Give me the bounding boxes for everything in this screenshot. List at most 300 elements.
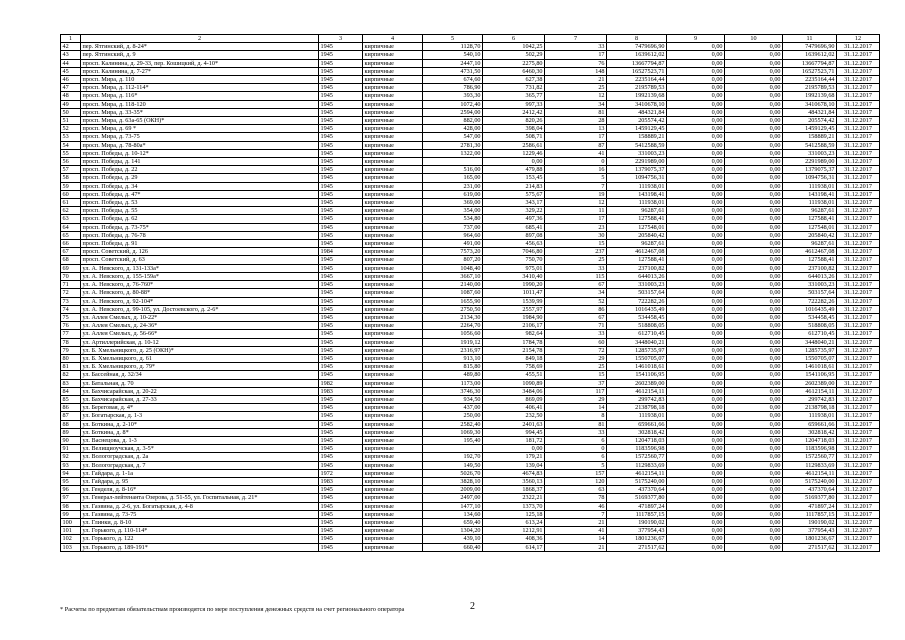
table-cell: 89: [61, 428, 81, 436]
table-cell: 60: [61, 190, 81, 198]
table-cell: 0,00: [667, 207, 725, 215]
table-cell: просп. Победы, д. 141: [81, 158, 319, 166]
table-cell: 100: [61, 518, 81, 526]
table-cell: 34: [545, 100, 607, 108]
table-cell: ул. А. Невского, д. 80-88*: [81, 289, 319, 297]
column-number-cell: 4: [363, 35, 423, 43]
table-cell: 81: [545, 420, 607, 428]
table-cell: 0,00: [725, 395, 783, 403]
table-cell: 12: [545, 199, 607, 207]
column-number-cell: 3: [319, 35, 363, 43]
table-cell: 127548,01: [607, 223, 667, 231]
table-cell: 302818,42: [783, 428, 837, 436]
table-cell: 0,00: [725, 436, 783, 444]
table-cell: 0,00: [725, 494, 783, 502]
table-cell: кирпичные: [363, 174, 423, 182]
table-cell: просп. Победы, д. 76-78: [81, 231, 319, 239]
table-cell: 165,00: [423, 174, 483, 182]
table-cell: 0,00: [667, 338, 725, 346]
table-cell: 1945: [319, 395, 363, 403]
table-row: [61, 494, 880, 502]
table-cell: 2195789,53: [607, 84, 667, 92]
table-cell: 181,72: [483, 436, 545, 444]
table-cell: кирпичные: [363, 363, 423, 371]
table-cell: 0,00: [725, 535, 783, 543]
table-row: [61, 313, 880, 321]
table-row: [61, 535, 880, 543]
table-cell: 1945: [319, 43, 363, 51]
table-row: [61, 59, 880, 67]
table-cell: 5: [545, 461, 607, 469]
table-cell: 64: [61, 223, 81, 231]
table-cell: 63: [545, 486, 607, 494]
table-cell: кирпичные: [363, 215, 423, 223]
table-cell: просп. Победы, д. 62: [81, 215, 319, 223]
table-cell: 1945: [319, 428, 363, 436]
table-cell: 29: [545, 395, 607, 403]
table-cell: кирпичные: [363, 43, 423, 51]
table-cell: 1945: [319, 404, 363, 412]
table-cell: 1945: [319, 174, 363, 182]
table-cell: 0,00: [725, 272, 783, 280]
table-cell: 1379075,37: [783, 166, 837, 174]
table-cell: 428,00: [423, 125, 483, 133]
table-cell: ул. А. Невского, д. 99-105, ул. Достоевского, д. 2-6*: [81, 305, 319, 313]
table-cell: 1459129,45: [783, 125, 837, 133]
table-cell: 6460,30: [483, 67, 545, 75]
table-cell: 13667794,87: [783, 59, 837, 67]
table-cell: 2154,78: [483, 346, 545, 354]
table-cell: 44: [61, 59, 81, 67]
table-cell: 0,00: [667, 289, 725, 297]
table-cell: 232,50: [483, 412, 545, 420]
table-cell: 491,00: [423, 240, 483, 248]
table-cell: 0,00: [667, 428, 725, 436]
table-cell: 758,69: [483, 363, 545, 371]
table-cell: кирпичные: [363, 469, 423, 477]
table-cell: 127588,41: [783, 256, 837, 264]
table-cell: 1945: [319, 371, 363, 379]
table-cell: 1945: [319, 240, 363, 248]
column-number-cell: 12: [837, 35, 880, 43]
table-cell: 497,36: [483, 215, 545, 223]
table-row: [61, 420, 880, 428]
table-cell: 1945: [319, 543, 363, 551]
table-cell: кирпичные: [363, 223, 423, 231]
table-cell: 0,00: [667, 535, 725, 543]
table-cell: 31.12.2017: [837, 486, 880, 494]
table-cell: 31.12.2017: [837, 289, 880, 297]
table-cell: ул. А. Невского, д. 131-133а*: [81, 264, 319, 272]
table-cell: ул. А. Невского, д. 76-760*: [81, 281, 319, 289]
table-cell: просп. Победы, д. 55: [81, 207, 319, 215]
table-cell: 882,00: [423, 117, 483, 125]
table-cell: 516,00: [423, 166, 483, 174]
table-cell: 0,00: [667, 412, 725, 420]
table-cell: 37: [545, 379, 607, 387]
table-cell: кирпичные: [363, 182, 423, 190]
table-cell: 31.12.2017: [837, 231, 880, 239]
table-cell: 2275,80: [483, 59, 545, 67]
table-cell: 31.12.2017: [837, 346, 880, 354]
table-cell: 0,00: [667, 248, 725, 256]
table-cell: ул. Боткина, д. 8*: [81, 428, 319, 436]
table-cell: 644013,26: [607, 272, 667, 280]
table-cell: 33: [545, 428, 607, 436]
table-cell: 72: [61, 289, 81, 297]
table-row: [61, 469, 880, 477]
table-row: [61, 527, 880, 535]
table-cell: 158889,21: [607, 133, 667, 141]
table-cell: 0,00: [725, 387, 783, 395]
table-cell: 95: [61, 477, 81, 485]
table-cell: 0,00: [725, 125, 783, 133]
table-cell: 614,17: [483, 543, 545, 551]
table-cell: 627,38: [483, 76, 545, 84]
table-cell: 127548,01: [783, 223, 837, 231]
table-cell: ул. Горького, д. 110-114*: [81, 527, 319, 535]
table-cell: 1048,40: [423, 264, 483, 272]
table-cell: ул. А. Невского, д. 155-159а*: [81, 272, 319, 280]
table-cell: 3410,40: [483, 272, 545, 280]
table-cell: 508,71: [483, 133, 545, 141]
table-cell: 98: [61, 502, 81, 510]
table-cell: 1945: [319, 420, 363, 428]
table-cell: ул. Горького, д. 122: [81, 535, 319, 543]
table-cell: 398,04: [483, 125, 545, 133]
table-cell: ул. Генделя, д. 8-16*: [81, 486, 319, 494]
table-cell: 820,26: [483, 117, 545, 125]
table-cell: кирпичные: [363, 231, 423, 239]
table-cell: кирпичные: [363, 76, 423, 84]
table-cell: 134,60: [423, 510, 483, 518]
table-cell: 897,08: [483, 231, 545, 239]
table-cell: 63: [61, 215, 81, 223]
table-cell: 1541106,95: [607, 371, 667, 379]
table-row: [61, 305, 880, 313]
table-cell: 439,10: [423, 535, 483, 543]
table-cell: 34: [545, 289, 607, 297]
table-cell: 31.12.2017: [837, 527, 880, 535]
table-cell: просп. Советский, д. 63: [81, 256, 319, 264]
table-cell: кирпичные: [363, 453, 423, 461]
table-cell: ул. Батальная, д. 70: [81, 379, 319, 387]
table-cell: 0,00: [725, 371, 783, 379]
column-number-row: [61, 35, 880, 43]
table-cell: 0,00: [667, 76, 725, 84]
table-row: [61, 289, 880, 297]
table-cell: 31.12.2017: [837, 297, 880, 305]
table-cell: 31.12.2017: [837, 76, 880, 84]
table-cell: 88: [61, 420, 81, 428]
table-cell: 6: [545, 453, 607, 461]
table-cell: 0,00: [667, 43, 725, 51]
table-cell: 0,00: [725, 420, 783, 428]
table-cell: просп. Победы, д. 10-12*: [81, 149, 319, 157]
table-cell: 1945: [319, 215, 363, 223]
table-row: [61, 486, 880, 494]
table-cell: 1919,12: [423, 338, 483, 346]
table-cell: 1945: [319, 346, 363, 354]
table-cell: 31.12.2017: [837, 420, 880, 428]
column-number-cell: 2: [81, 35, 319, 43]
table-cell: 0,00: [667, 264, 725, 272]
table-cell: 0,00: [725, 51, 783, 59]
table-cell: 0,00: [667, 100, 725, 108]
table-cell: 42: [61, 43, 81, 51]
table-cell: 1183596,98: [783, 445, 837, 453]
table-cell: 737,00: [423, 223, 483, 231]
table-cell: 540,10: [423, 51, 483, 59]
table-cell: кирпичные: [363, 149, 423, 157]
table-cell: 1322,00: [423, 149, 483, 157]
table-cell: 612710,45: [783, 330, 837, 338]
table-cell: 0,00: [725, 190, 783, 198]
table-row: [61, 363, 880, 371]
footnote: * Расчеты по предметам обязательствам производятся по мере поступления денежных средств на счет регионального оператора: [60, 606, 405, 613]
table-cell: 16527523,71: [607, 67, 667, 75]
table-cell: 1945: [319, 59, 363, 67]
table-cell: 0,00: [667, 461, 725, 469]
table-row: [61, 248, 880, 256]
table-cell: 3448040,21: [783, 338, 837, 346]
table-cell: 1056,60: [423, 330, 483, 338]
table-cell: 143198,41: [783, 190, 837, 198]
table-cell: 750,70: [483, 256, 545, 264]
table-cell: ул. Б. Хмельницкого, д. 79*: [81, 363, 319, 371]
table-row: [61, 264, 880, 272]
table-cell: просп. Мира, д. 73-75: [81, 133, 319, 141]
table-cell: 81: [545, 108, 607, 116]
table-cell: 149,50: [423, 461, 483, 469]
table-cell: 659661,66: [783, 420, 837, 428]
table-cell: 1990,20: [483, 281, 545, 289]
table-cell: 90: [61, 436, 81, 444]
table-cell: кирпичные: [363, 395, 423, 403]
table-cell: 127588,41: [607, 256, 667, 264]
table-cell: 7: [545, 182, 607, 190]
table-cell: 502,29: [483, 51, 545, 59]
table-cell: 0,00: [667, 281, 725, 289]
table-cell: 31.12.2017: [837, 371, 880, 379]
column-number-cell: 9: [667, 35, 725, 43]
table-cell: 722282,26: [607, 297, 667, 305]
table-cell: 5: [545, 174, 607, 182]
table-cell: 0,00: [725, 330, 783, 338]
table-cell: 1945: [319, 264, 363, 272]
table-cell: кирпичные: [363, 59, 423, 67]
table-cell: 31.12.2017: [837, 240, 880, 248]
table-cell: ул. Аллея Смелых, д. 10-22*: [81, 313, 319, 321]
table-cell: 13: [545, 125, 607, 133]
table-cell: 21: [545, 543, 607, 551]
table-cell: ул. А. Невского, д. 92-104*: [81, 297, 319, 305]
table-cell: 31.12.2017: [837, 305, 880, 313]
table-cell: 331003,23: [607, 281, 667, 289]
table-cell: 1945: [319, 412, 363, 420]
table-cell: кирпичные: [363, 125, 423, 133]
table-cell: 31.12.2017: [837, 256, 880, 264]
table-cell: 0,00: [725, 313, 783, 321]
table-cell: 1639612,02: [607, 51, 667, 59]
table-cell: кирпичные: [363, 510, 423, 518]
table-cell: 31.12.2017: [837, 313, 880, 321]
table-cell: 0,00: [667, 67, 725, 75]
table-cell: просп. Мира, д. 69 *: [81, 125, 319, 133]
table-cell: ул. Васнецова, д. 1-3: [81, 436, 319, 444]
table-row: [61, 240, 880, 248]
table-cell: 96287,61: [783, 207, 837, 215]
table-cell: 0,00: [667, 108, 725, 116]
table-cell: 31.12.2017: [837, 477, 880, 485]
table-cell: кирпичные: [363, 461, 423, 469]
table-cell: 1016435,49: [783, 305, 837, 313]
table-cell: 1094756,31: [607, 174, 667, 182]
table-cell: 0,00: [667, 502, 725, 510]
table-cell: кирпичные: [363, 313, 423, 321]
table-cell: 67: [545, 313, 607, 321]
table-cell: 31.12.2017: [837, 379, 880, 387]
table-cell: 94: [61, 469, 81, 477]
table-cell: 0,00: [725, 174, 783, 182]
table-cell: 1945: [319, 108, 363, 116]
table-cell: 0,00: [725, 469, 783, 477]
table-cell: 0,00: [667, 215, 725, 223]
table-cell: 0,00: [667, 51, 725, 59]
table-cell: 1945: [319, 141, 363, 149]
table-cell: кирпичные: [363, 100, 423, 108]
table-cell: 0,00: [725, 363, 783, 371]
table-cell: 0,00: [725, 379, 783, 387]
table-cell: 1945: [319, 207, 363, 215]
table-cell: 0,00: [725, 445, 783, 453]
table-cell: просп. Мира, д. 78-80а*: [81, 141, 319, 149]
table-cell: 4612467,08: [607, 248, 667, 256]
table-cell: 0,00: [725, 84, 783, 92]
table-cell: ул. Береговая, д. 4*: [81, 404, 319, 412]
table-cell: 0,00: [667, 469, 725, 477]
table-row: [61, 108, 880, 116]
table-cell: кирпичные: [363, 502, 423, 510]
table-cell: 0,00: [667, 117, 725, 125]
table-cell: ул. Аллея Смелых, д. 56-66*: [81, 330, 319, 338]
table-row: [61, 76, 880, 84]
table-cell: 237100,82: [783, 264, 837, 272]
table-cell: 456,63: [483, 240, 545, 248]
table-cell: 0,00: [725, 207, 783, 215]
table-cell: 0,00: [667, 354, 725, 362]
table-cell: 406,41: [483, 404, 545, 412]
table-cell: 997,33: [483, 100, 545, 108]
table-cell: 46: [61, 76, 81, 84]
table-cell: 31.12.2017: [837, 445, 880, 453]
table-cell: 2750,50: [423, 305, 483, 313]
table-cell: 331003,23: [783, 149, 837, 157]
table-cell: 437370,64: [783, 486, 837, 494]
table-cell: 302818,42: [607, 428, 667, 436]
table-cell: кирпичные: [363, 371, 423, 379]
table-cell: 1983: [319, 477, 363, 485]
table-cell: 3828,10: [423, 477, 483, 485]
table-cell: 0,00: [725, 346, 783, 354]
table-cell: 31.12.2017: [837, 436, 880, 444]
table-cell: 69: [61, 264, 81, 272]
register-table: [60, 34, 880, 552]
table-cell: 31.12.2017: [837, 518, 880, 526]
table-row: [61, 354, 880, 362]
table-cell: 3746,30: [423, 387, 483, 395]
table-cell: кирпичные: [363, 527, 423, 535]
table-cell: 41: [545, 149, 607, 157]
table-row: [61, 117, 880, 125]
table-cell: кирпичные: [363, 436, 423, 444]
table-cell: 0,00: [725, 158, 783, 166]
table-cell: 56: [61, 158, 81, 166]
table-cell: 377954,43: [783, 527, 837, 535]
table-cell: 437,00: [423, 404, 483, 412]
table-cell: кирпичные: [363, 330, 423, 338]
table-cell: 4612154,11: [607, 387, 667, 395]
table-row: [61, 272, 880, 280]
table-cell: 354,00: [423, 207, 483, 215]
table-cell: 329,22: [483, 207, 545, 215]
table-cell: 111938,01: [607, 199, 667, 207]
table-cell: 0,00: [725, 264, 783, 272]
table-cell: 0,00: [725, 240, 783, 248]
table-cell: 76: [545, 59, 607, 67]
table-row: [61, 223, 880, 231]
table-cell: 365,77: [483, 92, 545, 100]
table-cell: 0,00: [725, 108, 783, 116]
table-cell: 3667,10: [423, 272, 483, 280]
table-cell: 31.12.2017: [837, 84, 880, 92]
table-cell: 45: [61, 67, 81, 75]
table-cell: 5169377,80: [783, 494, 837, 502]
table-cell: кирпичные: [363, 535, 423, 543]
table-cell: 0,00: [667, 543, 725, 551]
table-cell: 7479696,90: [607, 43, 667, 51]
table-cell: 1117857,15: [783, 510, 837, 518]
page-number: 2: [470, 601, 475, 612]
table-cell: 0,00: [725, 428, 783, 436]
table-cell: просп. Мира, д. 63а-65 (ОКН)*: [81, 117, 319, 125]
table-cell: 271517,62: [783, 543, 837, 551]
table-cell: кирпичные: [363, 387, 423, 395]
table-cell: 59: [61, 182, 81, 190]
table-cell: 86: [61, 404, 81, 412]
table-cell: 31.12.2017: [837, 182, 880, 190]
table-cell: 83: [61, 379, 81, 387]
table-cell: 31.12.2017: [837, 428, 880, 436]
table-cell: 0,00: [667, 125, 725, 133]
table-cell: 0,00: [725, 453, 783, 461]
table-cell: [423, 158, 483, 166]
table-cell: 0,00: [667, 190, 725, 198]
table-cell: 78: [61, 338, 81, 346]
table-cell: 0,00: [667, 256, 725, 264]
table-cell: 1945: [319, 158, 363, 166]
table-cell: 1945: [319, 67, 363, 75]
table-cell: 479,88: [483, 166, 545, 174]
table-cell: 1477,10: [423, 502, 483, 510]
table-cell: 934,50: [423, 395, 483, 403]
table-cell: 190190,02: [783, 518, 837, 526]
table-cell: 0,00: [667, 182, 725, 190]
table-cell: 613,24: [483, 518, 545, 526]
table-row: [61, 412, 880, 420]
table-cell: 87: [61, 412, 81, 420]
table-cell: 92: [61, 453, 81, 461]
